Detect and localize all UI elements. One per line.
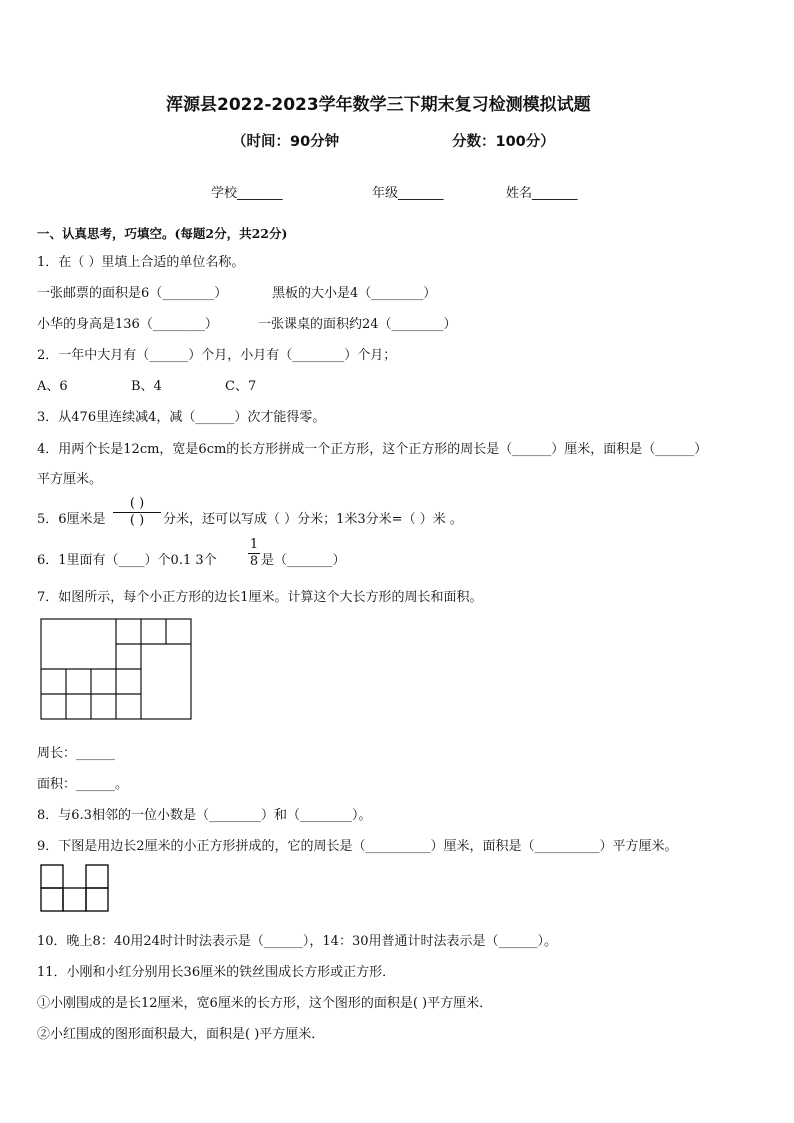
- question-5-fraction: [113, 496, 161, 529]
- question-1-a: 一张邮票的面积是6（________）: [37, 286, 228, 301]
- question-1-c: 小华的身高是136（________）: [37, 317, 218, 332]
- fraction-denominator: ( ): [113, 512, 161, 529]
- question-6-fraction: [248, 537, 260, 570]
- question-8-stem: 8．与6.3相邻的一位小数是（________）和（________）。: [37, 808, 372, 823]
- exam-time: （时间：90分钟: [232, 134, 340, 150]
- squares-figure: [40, 864, 112, 914]
- question-2-option-a: A、6: [37, 379, 68, 394]
- name-field: 姓名_______: [506, 186, 578, 201]
- question-3-stem: 3．从476里连续减4，减（______）次才能得零。: [37, 410, 326, 425]
- fraction-numerator: ( ): [129, 496, 145, 511]
- question-2-option-c: C、7: [225, 379, 257, 394]
- question-7-area: 面积：______。: [37, 777, 129, 792]
- question-1-stem: 1．在（ ）里填上合适的单位名称。: [37, 255, 245, 270]
- school-field: 学校_______: [211, 186, 283, 201]
- fraction-denominator: 8: [249, 554, 259, 569]
- question-9-stem: 9．下图是用边长2厘米的小正方形拼成的，它的周长是（__________）厘米，面积是（__________）平方厘米。: [37, 839, 678, 854]
- grade-field: 年级_______: [372, 186, 444, 201]
- question-11-part-2: ②小红围成的图形面积最大，面积是( )平方厘米．: [37, 1027, 325, 1042]
- rectangle-grid-figure: [40, 618, 194, 722]
- question-7-perimeter: 周长：______: [37, 746, 116, 761]
- question-11-stem: 11．小刚和小红分别用长36厘米的铁丝围成长方形或正方形．: [37, 965, 396, 980]
- question-7-stem: 7．如图所示，每个小正方形的边长1厘米。计算这个大长方形的周长和面积。: [37, 590, 483, 605]
- question-1-b: 黑板的大小是4（________）: [272, 286, 437, 301]
- question-10-stem: 10．晚上8：40用24时计时法表示是（______），14：30用普通计时法表示是（______）。: [37, 934, 557, 949]
- section-heading: 一、认真思考，巧填空。(每题2分，共22分): [37, 226, 288, 241]
- fraction-numerator: 1: [249, 537, 259, 552]
- question-6-suffix: 是（_______）: [261, 553, 346, 568]
- question-5-suffix: 分米，还可以写成（ ）分米；1米3分米=（ ）米 。: [163, 512, 463, 527]
- question-4-line-1: 4．用两个长是12cm，宽是6cm的长方形拼成一个正方形，这个正方形的周长是（______）厘米，面积是（______）: [37, 442, 708, 457]
- question-5-prefix: 5．6厘米是: [37, 512, 106, 527]
- question-4-line-2: 平方厘米。: [37, 472, 103, 487]
- question-6-prefix: 6．1里面有（____）个0.1 3个: [37, 553, 217, 568]
- exam-title: 浑源县2022-2023学年数学三下期末复习检测模拟试题: [166, 95, 591, 115]
- question-2-stem: 2．一年中大月有（______）个月，小月有（________）个月；: [37, 348, 397, 363]
- exam-score: 分数：100分）: [452, 134, 555, 150]
- question-2-option-b: B、4: [131, 379, 162, 394]
- question-1-d: 一张课桌的面积约24（________）: [258, 317, 457, 332]
- question-11-part-1: ①小刚围成的是长12厘米，宽6厘米的长方形，这个图形的面积是( )平方厘米．: [37, 996, 493, 1011]
